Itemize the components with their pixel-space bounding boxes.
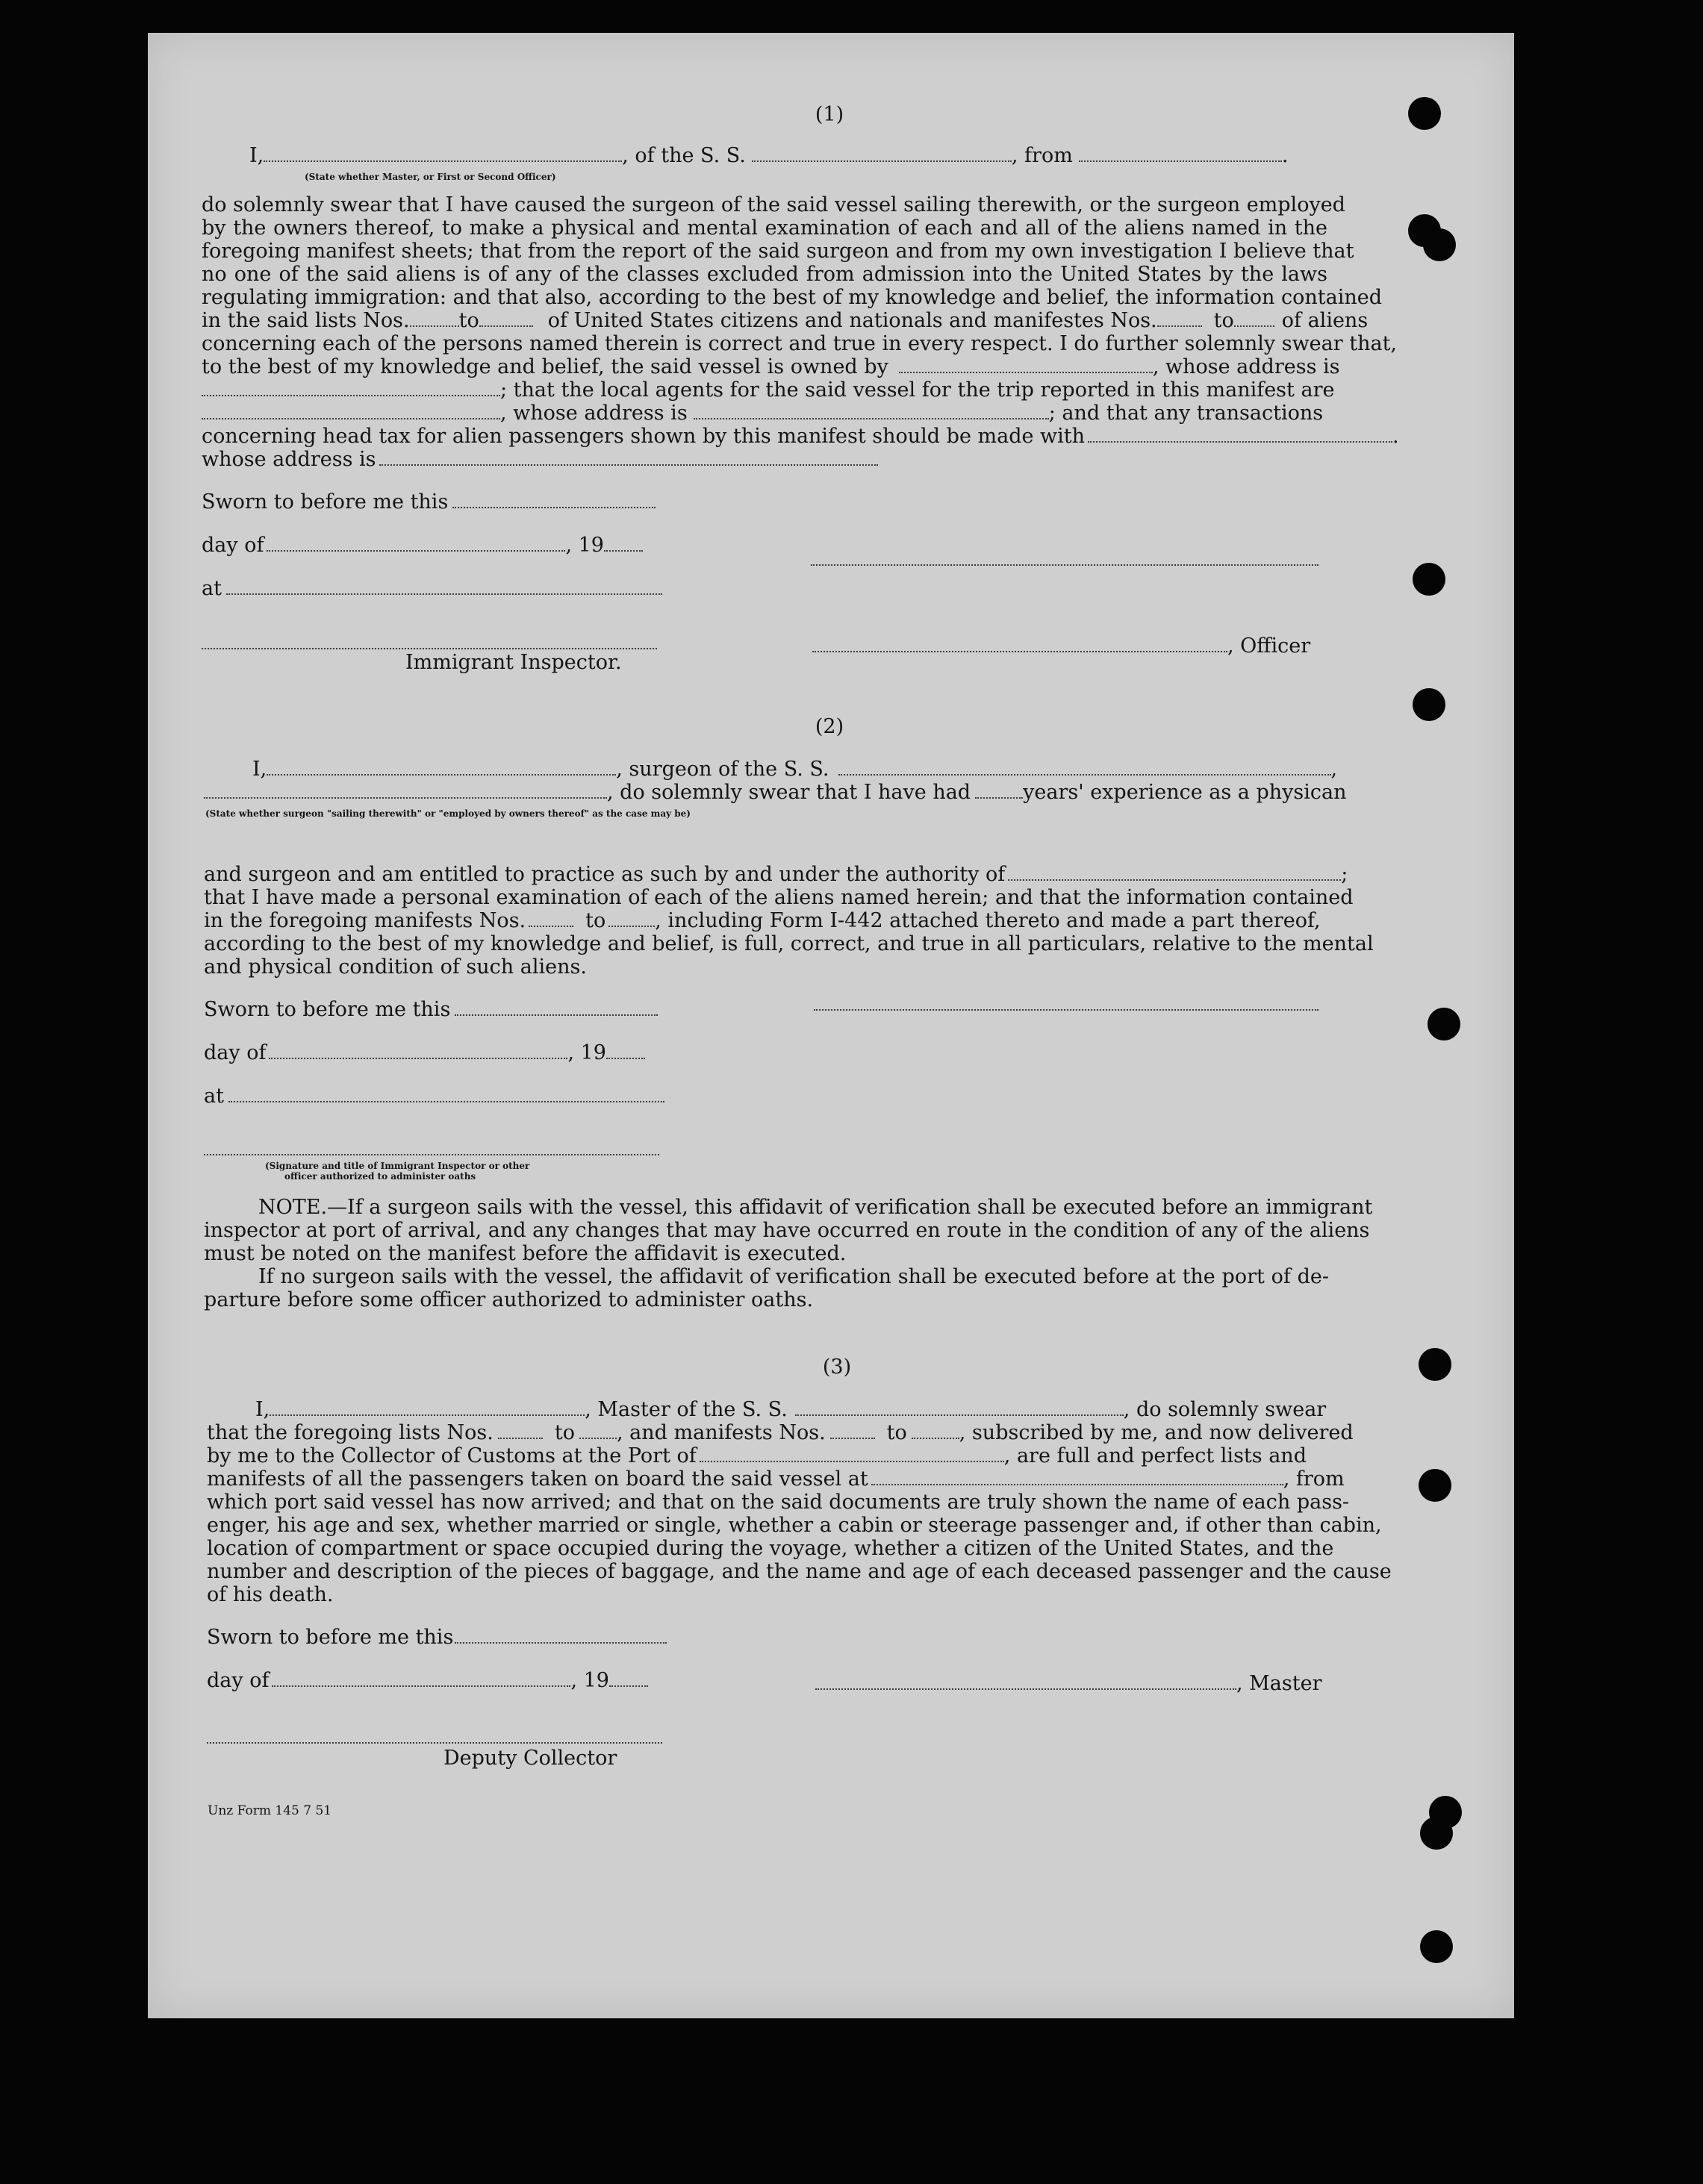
s1-place-field[interactable] xyxy=(226,578,662,595)
s3-taken-line: manifests of all the passengers taken on board the said vessel at , from xyxy=(207,1467,1345,1491)
s2-day-line: day of , 19 xyxy=(204,1041,645,1064)
s3-master-line: , Master xyxy=(815,1672,1322,1695)
s3-manifests-to-field[interactable] xyxy=(912,1423,959,1439)
s2-day-month-field[interactable] xyxy=(269,1043,567,1059)
s2-note-line: inspector at port of arrival, and any changes that may have occurred en route in the condition of any of the aliens xyxy=(204,1219,1370,1242)
s3-day-line: day of , 19 xyxy=(207,1669,648,1692)
s2-at-line: at xyxy=(204,1085,664,1108)
s3-master-signature-field[interactable] xyxy=(815,1673,1236,1690)
local-agents-field[interactable] xyxy=(202,403,500,419)
s1-officer-title-field[interactable] xyxy=(812,636,1227,652)
s3-lists-line: that the foregoing lists Nos. to , and manifests Nos. to , subscribed by me, and now delivered xyxy=(207,1421,1354,1444)
s1-officer-signature-line[interactable] xyxy=(811,564,1318,566)
s3-manifests-from-field[interactable] xyxy=(830,1423,875,1439)
s1-body-line: do solemnly swear that I have caused the surgeon of the said vessel sailing therewith, or the surgeon employed xyxy=(202,193,1345,216)
officer-name-field[interactable] xyxy=(264,146,622,162)
punch-hole xyxy=(1413,688,1445,721)
s2-authority-line: and surgeon and am entitled to practice as such by and under the authority of ; xyxy=(204,863,1348,886)
s3-sworn-date-field[interactable] xyxy=(455,1627,667,1644)
s3-lists-to-field[interactable] xyxy=(579,1423,617,1439)
alien-manifests-to-field[interactable] xyxy=(1234,311,1274,327)
s3-body-line: enger, his age and sex, whether married or single, whether a cabin or steerage passenger and, if other than cabin, xyxy=(207,1514,1382,1537)
s1-body-line: no one of the said aliens is of any of the classes excluded from admission into the United States by the laws xyxy=(202,263,1327,286)
s1-from: , from xyxy=(1011,144,1073,167)
s3-line-1: I, , Master of the S. S. , do solemnly swear xyxy=(255,1398,1327,1421)
s1-officer-line: , Officer xyxy=(812,634,1310,658)
s1-sworn-line: Sworn to before me this xyxy=(202,490,656,514)
s3-deputy-signature-line[interactable] xyxy=(207,1742,662,1744)
us-lists-to-field[interactable] xyxy=(479,311,533,327)
s1-year-field[interactable] xyxy=(604,535,643,552)
s3-lists-from-field[interactable] xyxy=(498,1423,543,1439)
years-experience-field[interactable] xyxy=(975,782,1023,799)
section-3-number: (3) xyxy=(822,1355,852,1379)
s1-day-month-field[interactable] xyxy=(267,535,565,552)
form-page xyxy=(148,33,1514,2018)
s1-day-line: day of , 19 xyxy=(202,534,643,557)
s2-manifests-to-field[interactable] xyxy=(608,911,655,927)
s3-sworn-line: Sworn to before me this xyxy=(207,1626,667,1649)
s2-year-field[interactable] xyxy=(606,1043,645,1059)
s1-body-line: regulating immigration: and that also, according to the best of my knowledge and belief, the information contained xyxy=(202,286,1383,309)
s2-officer-signature-line[interactable] xyxy=(814,1009,1318,1011)
s2-body-line: and physical condition of such aliens. xyxy=(204,955,587,979)
s1-state-note: (State whether Master, or First or Second Officer) xyxy=(305,172,556,182)
s2-line-1: I, , surgeon of the S. S. , xyxy=(252,758,1338,781)
s2-signature-note: officer authorized to administer oaths xyxy=(284,1171,476,1182)
punch-hole xyxy=(1428,1008,1460,1040)
master-name-field[interactable] xyxy=(270,1400,585,1416)
s1-line-1: I, , of the S. S. , from . xyxy=(249,144,1289,167)
section-2-number: (2) xyxy=(815,715,844,738)
s1-headtax-line: concerning head tax for alien passengers shown by this manifest should be made with . xyxy=(202,425,1399,448)
s2-line-2: , do solemnly swear that I have had years' experience as a physican xyxy=(204,781,1347,804)
head-tax-address-field[interactable] xyxy=(379,449,878,466)
punch-hole xyxy=(1413,563,1445,596)
s2-manifests-from-field[interactable] xyxy=(529,911,573,927)
vessel-name-field[interactable] xyxy=(752,146,1012,162)
s2-note-line: must be noted on the manifest before the affidavit is executed. xyxy=(204,1242,847,1265)
s2-manifests-line: in the foregoing manifests Nos. to , including Form I-442 attached thereto and made a part thereof, xyxy=(204,909,1321,932)
s3-deputy-label: Deputy Collector xyxy=(443,1747,617,1770)
punch-hole xyxy=(1408,97,1441,130)
s2-signature-note: (Signature and title of Immigrant Inspector or other xyxy=(265,1161,530,1171)
punch-hole xyxy=(1419,1469,1451,1502)
s1-i: I, xyxy=(249,144,264,167)
s1-at-line: at xyxy=(202,577,662,600)
s2-body-line: that I have made a personal examination of each of the aliens named herein; and that the information contained xyxy=(204,886,1354,909)
form-number: Unz Form 145 7 51 xyxy=(208,1803,332,1818)
punch-hole xyxy=(1420,1817,1453,1850)
owner-address-field[interactable] xyxy=(202,380,500,396)
section-1-number: (1) xyxy=(815,103,844,126)
s3-body-line: of his death. xyxy=(207,1583,334,1606)
s2-place-field[interactable] xyxy=(228,1086,664,1102)
s3-vessel-field[interactable] xyxy=(795,1400,1124,1416)
s3-body-line: which port said vessel has now arrived; and that on the said documents are truly shown the name of each pass- xyxy=(207,1491,1350,1514)
s1-body-line: foregoing manifest sheets; that from the report of the said surgeon and from my own investigation I believe that xyxy=(202,240,1354,263)
us-lists-from-field[interactable] xyxy=(410,311,459,327)
s1-owner-line: to the best of my knowledge and belief, the said vessel is owned by , whose address is xyxy=(202,355,1340,378)
s1-lists-line: in the said lists Nos. to of United States citizens and nationals and manifestes Nos. to of aliens xyxy=(202,309,1369,332)
surgeon-name-field[interactable] xyxy=(267,759,616,776)
punch-hole xyxy=(1419,1348,1451,1381)
s1-inspector-label: Immigrant Inspector. xyxy=(405,651,622,674)
s2-inspector-signature-line[interactable] xyxy=(204,1154,659,1155)
s1-body-line: concerning each of the persons named therein is correct and true in every respect. I do further solemnly swear that, xyxy=(202,332,1398,355)
s1-address-line: whose address is xyxy=(202,448,878,471)
s1-agents-address-line: , whose address is ; and that any transactions xyxy=(202,402,1323,425)
s3-year-field[interactable] xyxy=(609,1670,648,1687)
s2-body-line: according to the best of my knowledge and belief, is full, correct, and true in all particulars, relative to the mental xyxy=(204,932,1374,955)
s1-of-ss: , of the S. S. xyxy=(622,144,746,167)
owner-field[interactable] xyxy=(899,357,1153,373)
s1-agents-line: ; that the local agents for the said vessel for the trip reported in this manifest are xyxy=(202,378,1334,402)
s2-note-line: If no surgeon sails with the vessel, the affidavit of verification shall be executed before at the port of de- xyxy=(258,1265,1329,1288)
s1-body-line: by the owners thereof, to make a physical and mental examination of each and all of the aliens named in the xyxy=(202,216,1327,240)
s3-body-line: location of compartment or space occupied during the voyage, whether a citizen of the United States, and the xyxy=(207,1537,1334,1560)
s3-day-month-field[interactable] xyxy=(272,1670,570,1687)
surgeon-status-field[interactable] xyxy=(204,782,607,799)
punch-hole xyxy=(1420,1930,1453,1963)
from-port-field[interactable] xyxy=(1079,146,1282,162)
s2-note-line: NOTE.—If a surgeon sails with the vessel, this affidavit of verification shall be executed before an immigrant xyxy=(258,1196,1373,1219)
s2-sworn-line: Sworn to before me this xyxy=(204,998,658,1021)
s2-state-note: (State whether surgeon "sailing therewith" or "employed by owners thereof" as the case may be) xyxy=(205,808,691,819)
authority-field[interactable] xyxy=(1008,864,1341,881)
boarding-port-field[interactable] xyxy=(871,1469,1283,1485)
alien-manifests-from-field[interactable] xyxy=(1157,311,1202,327)
punch-hole xyxy=(1423,228,1456,261)
s2-vessel-field[interactable] xyxy=(838,759,1331,776)
s2-note-line: parture before some officer authorized to administer oaths. xyxy=(204,1288,814,1311)
s3-collector-line: by me to the Collector of Customs at the Port of , are full and perfect lists and xyxy=(207,1444,1307,1467)
agents-address-field[interactable] xyxy=(694,403,1049,419)
s2-sworn-date-field[interactable] xyxy=(455,999,658,1016)
s3-body-line: number and description of the pieces of baggage, and the name and age of each deceased passenger and the cause xyxy=(207,1560,1392,1583)
collector-port-field[interactable] xyxy=(700,1446,1004,1462)
s1-sworn-date-field[interactable] xyxy=(452,492,656,508)
head-tax-contact-field[interactable] xyxy=(1088,426,1392,443)
s1-inspector-signature-line[interactable] xyxy=(202,648,657,649)
